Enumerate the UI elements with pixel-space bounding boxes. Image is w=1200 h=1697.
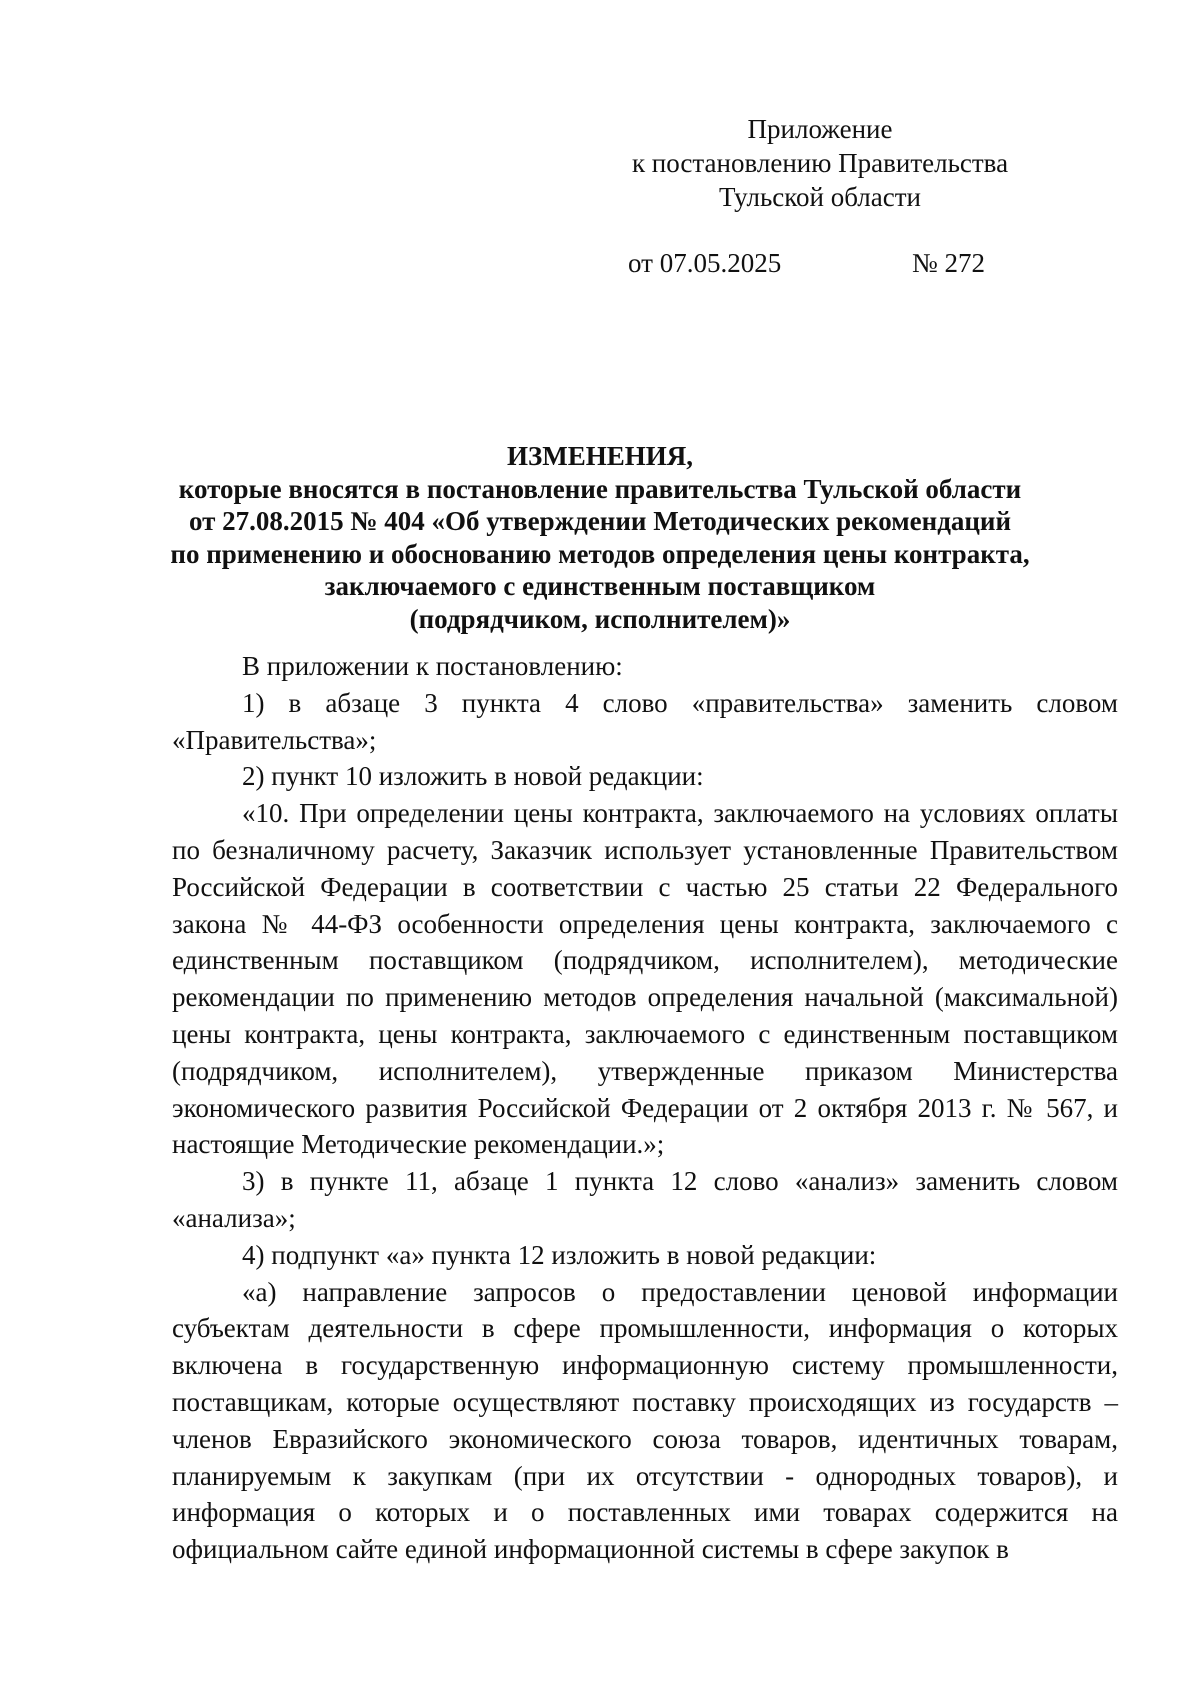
appendix-line: к постановлению Правительства xyxy=(631,148,1009,178)
title-line: заключаемого с единственным поставщиком xyxy=(324,571,876,601)
body-paragraph: 2) пункт 10 изложить в новой редакции: xyxy=(242,761,704,792)
body-paragraph: В приложении к постановлению: xyxy=(242,651,623,681)
body-paragraph: «10. При определении цены контракта, заключаемого на условиях оплаты по безналичному расчету, Заказчик использует установленные Правительством Российской Федерации в соответствии с частью 25 статьи 22 Федерального закона № 44-ФЗ особенности определения цены контракта, заключаемого с единственным поставщиком (подрядчиком, исполнителем), методические рекомендации по применению методов определения начальной (максимальной) цены контракта, цены контракта, заключаемого с единственным поставщиком (подрядчиком, исполнителем), утвержденные приказом Министерства экономического развития Российской Федерации от 2 октября 2013 г. № 567, и настоящие Методические рекомендации.»; xyxy=(172,798,1118,1160)
appendix-line: Приложение xyxy=(747,114,893,144)
appendix-line: Тульской области xyxy=(719,182,921,212)
appendix-header xyxy=(600,112,1040,214)
document-body xyxy=(172,648,1118,1568)
body-paragraph: «а) направление запросов о предоставлении ценовой информации субъектам деятельности в сфере промышленности, информация о которых включена в государственную информационную систему промышленности, поставщикам, которые осуществляют поставку происходящих из государств – членов Евразийского экономического союза товаров, идентичных товарам, планируемым к закупкам (при их отсутствии - однородных товаров), и информация о которых и о поставленных ими товарах содержится на официальном сайте единой информационной системы в сфере закупок в xyxy=(172,1276,1118,1565)
body-paragraph: 4) подпункт «а» пункта 12 изложить в новой редакции: xyxy=(242,1239,877,1270)
body-paragraph: 1) в абзаце 3 пункта 4 слово «правительства» заменить словом «Правительства»; xyxy=(172,687,1118,755)
document-title xyxy=(150,440,1050,635)
resolution-date: от 07.05.2025 xyxy=(628,248,782,278)
title-line: которые вносятся в постановление правительства Тульской области xyxy=(178,473,1022,504)
body-paragraph: 3) в пункте 11, абзаце 1 пункта 12 слово «анализ» заменить словом «анализа»; xyxy=(172,1166,1118,1233)
title-line: по применению и обоснованию методов определения цены контракта, xyxy=(170,538,1030,569)
title-line: ИЗМЕНЕНИЯ, xyxy=(506,441,693,471)
title-line: от 27.08.2015 № 404 «Об утверждении Методических рекомендаций xyxy=(188,506,1012,536)
resolution-number: № 272 xyxy=(912,248,986,278)
title-line: (подрядчиком, исполнителем)» xyxy=(409,603,791,634)
